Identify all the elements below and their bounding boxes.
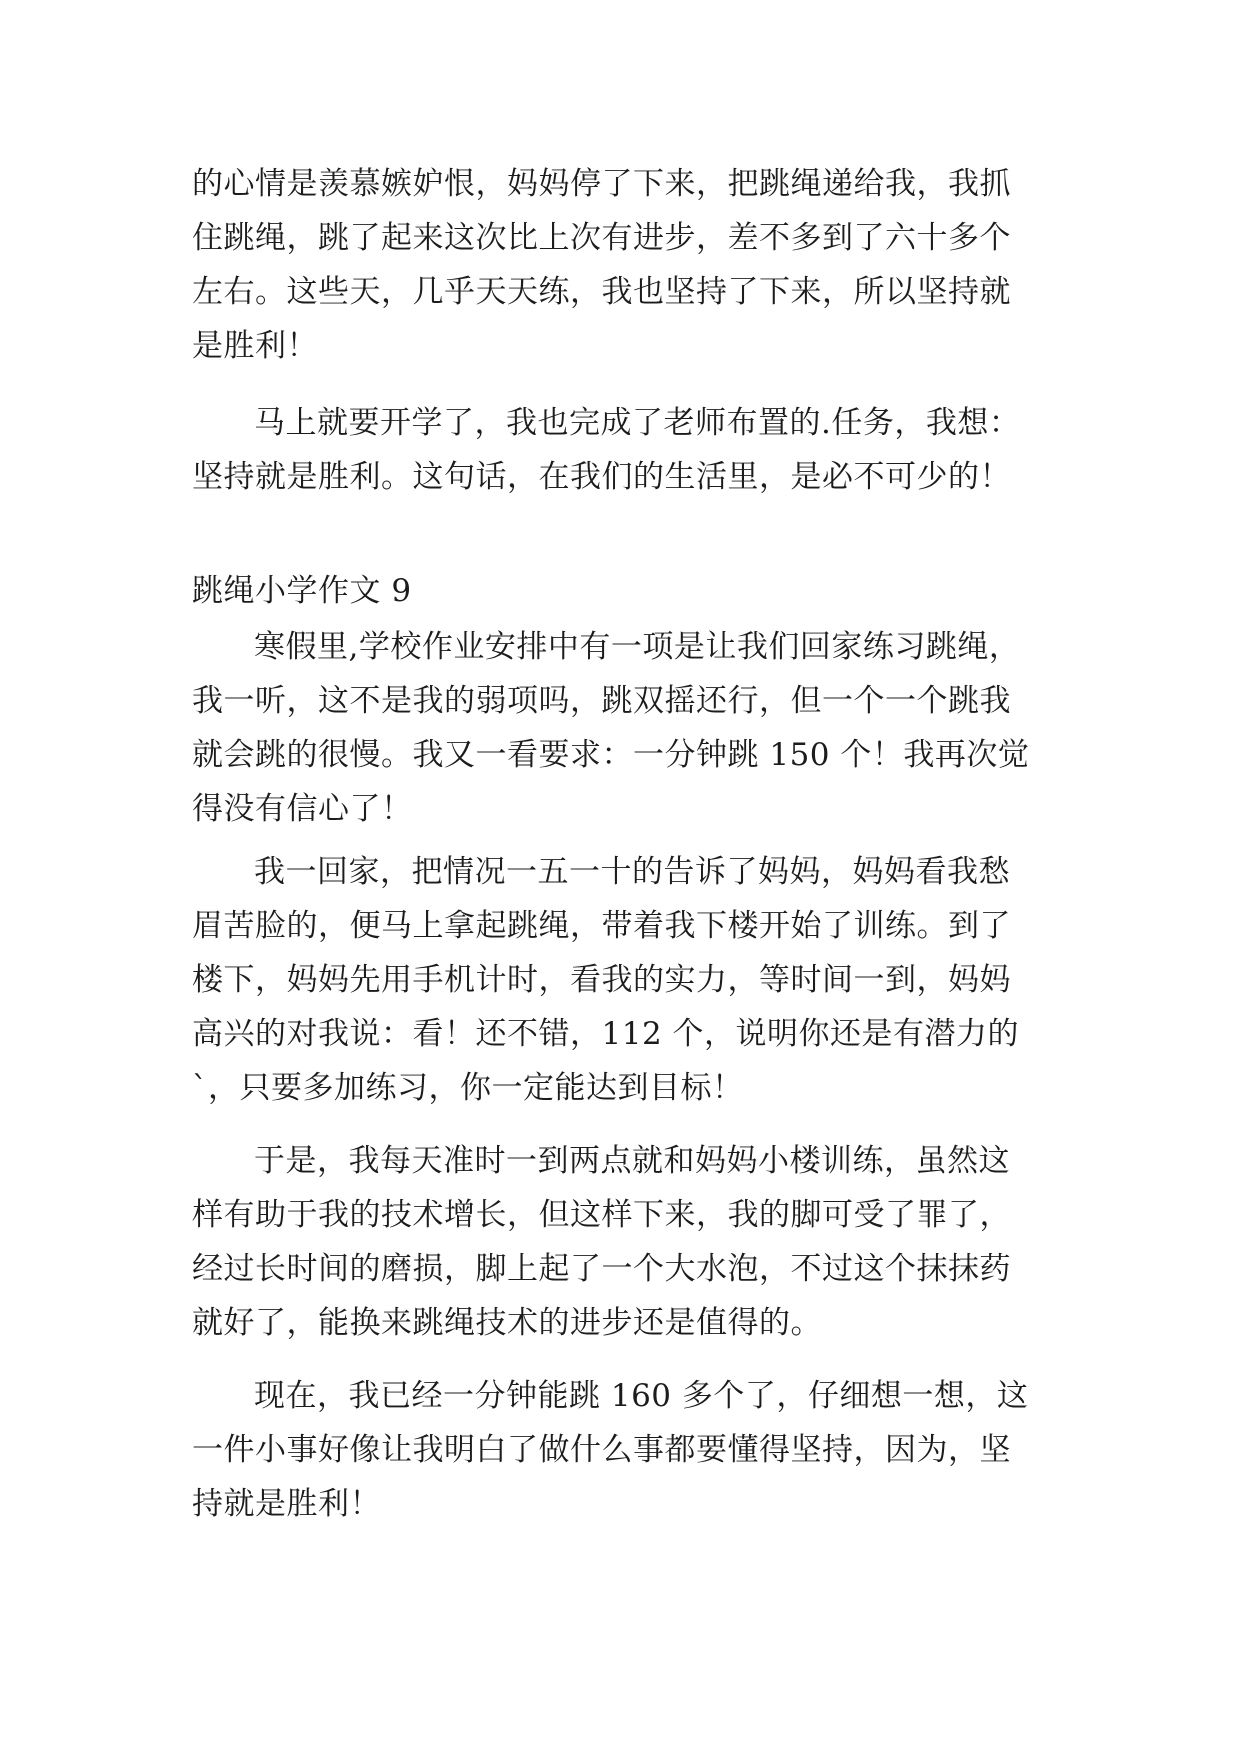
text-line: 就好了，能换来跳绳技术的进步还是值得的。 — [192, 1305, 822, 1341]
text-line: 于是，我每天准时一到两点就和妈妈小楼训练，虽然这 — [254, 1143, 1010, 1179]
text-line: 就会跳的很慢。我又一看要求：一分钟跳 150 个！我再次觉 — [192, 737, 1030, 773]
text-line: 我一回家，把情况一五一十的告诉了妈妈，妈妈看我愁 — [254, 854, 1010, 890]
text-line: 经过长时间的磨损，脚上起了一个大水泡，不过这个抹抹药 — [192, 1251, 1011, 1287]
text-line: 左右。这些天，几乎天天练，我也坚持了下来，所以坚持就 — [192, 274, 1011, 310]
text-line: 寒假里,学校作业安排中有一项是让我们回家练习跳绳， — [254, 629, 1021, 665]
text-line: 的心情是羡慕嫉妒恨，妈妈停了下来，把跳绳递给我，我抓 — [192, 166, 1011, 202]
text-line: 得没有信心了！ — [192, 791, 413, 827]
text-line: 样有助于我的技术增长，但这样下来，我的脚可受了罪了， — [192, 1197, 1011, 1233]
text-line: `，只要多加练习，你一定能达到目标！ — [192, 1070, 744, 1106]
text-line: 坚持就是胜利。这句话，在我们的生活里，是必不可少的！ — [192, 459, 1011, 495]
text-line: 高兴的对我说：看！还不错，112 个，说明你还是有潜力的 — [192, 1016, 1020, 1052]
text-line: 我一听，这不是我的弱项吗，跳双摇还行，但一个一个跳我 — [192, 683, 1011, 719]
essay-title: 跳绳小学作文 9 — [192, 573, 412, 609]
text-line: 是胜利！ — [192, 328, 318, 364]
text-line: 持就是胜利！ — [192, 1486, 381, 1522]
text-line: 一件小事好像让我明白了做什么事都要懂得坚持，因为，坚 — [192, 1432, 1011, 1468]
text-line: 眉苦脸的，便马上拿起跳绳，带着我下楼开始了训练。到了 — [192, 908, 1011, 944]
text-line: 马上就要开学了，我也完成了老师布置的.任务，我想： — [254, 405, 1021, 441]
text-line: 现在，我已经一分钟能跳 160 多个了，仔细想一想，这 — [254, 1378, 1029, 1414]
text-line: 楼下，妈妈先用手机计时，看我的实力，等时间一到，妈妈 — [192, 962, 1011, 998]
text-line: 住跳绳，跳了起来这次比上次有进步，差不多到了六十多个 — [192, 220, 1011, 256]
